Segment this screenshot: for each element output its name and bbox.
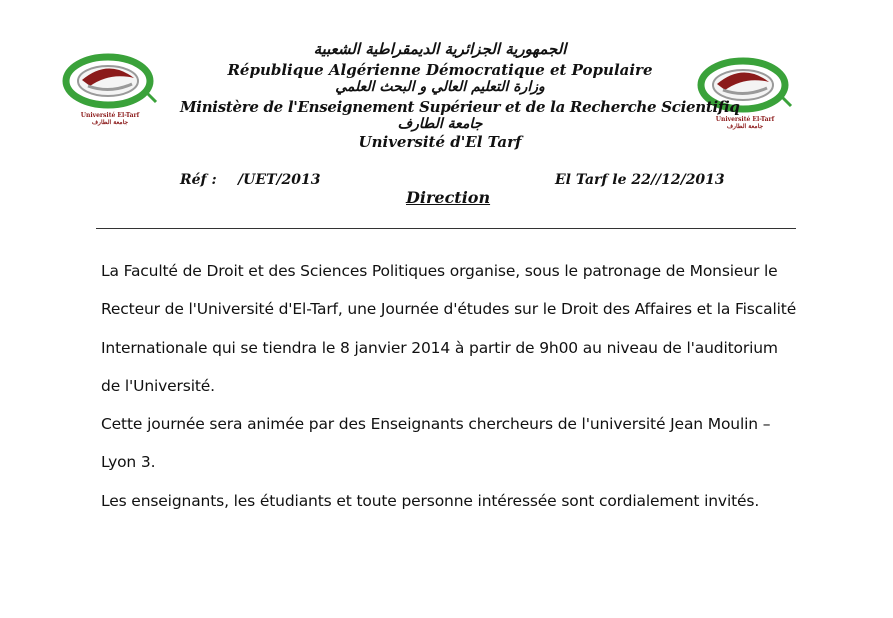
body-paragraph: Cette journée sera animée par des Enseignants chercheurs de l'université Jean Moulin – Lyon 3. xyxy=(101,415,771,472)
document-date: El Tarf le 22//12/2013 xyxy=(555,172,725,188)
header-arabic-university: جامعة الطارف xyxy=(397,116,483,132)
letter-body xyxy=(101,252,801,520)
logo-caption-fr: Université El-Tarf xyxy=(715,116,775,123)
header-arabic-ministry: وزارة التعليم العالي و البحث العلمي xyxy=(335,79,545,95)
reference-label: Réf : xyxy=(180,172,217,188)
header-republic: République Algérienne Démocratique et Populaire xyxy=(227,61,653,79)
university-logo-left xyxy=(60,50,160,134)
header-divider xyxy=(96,228,796,229)
university-logo-right xyxy=(695,54,795,138)
header-arabic-republic: الجمهورية الجزائرية الديمقراطية الشعبية xyxy=(313,40,567,58)
university-emblem-icon xyxy=(60,50,160,112)
body-paragraph: La Faculté de Droit et des Sciences Politiques organise, sous le patronage de Monsieur le Recteur de l'Université d'El-Tarf, une Journée d'études sur le Droit des Affaires et la Fiscalité Internationale qui se tiendra le 8 janvier 2014 à partir de 9h00 au niveau de l'auditorium de l'Université. xyxy=(101,262,797,395)
header-university: Université d'El Tarf xyxy=(358,133,522,151)
reference-number: /UET/2013 xyxy=(238,172,321,188)
logo-caption-ar: جامعة الطارف xyxy=(726,123,764,130)
department-title: Direction xyxy=(406,188,491,207)
body-paragraph: Les enseignants, les étudiants et toute personne intéressée sont cordialement invités. xyxy=(101,491,760,510)
logo-caption-fr: Université El-Tarf xyxy=(80,112,140,119)
header-ministry: Ministère de l'Enseignement Supérieur et de la Recherche Scientifiq xyxy=(180,98,740,116)
logo-caption-ar: جامعة الطارف xyxy=(91,119,129,126)
